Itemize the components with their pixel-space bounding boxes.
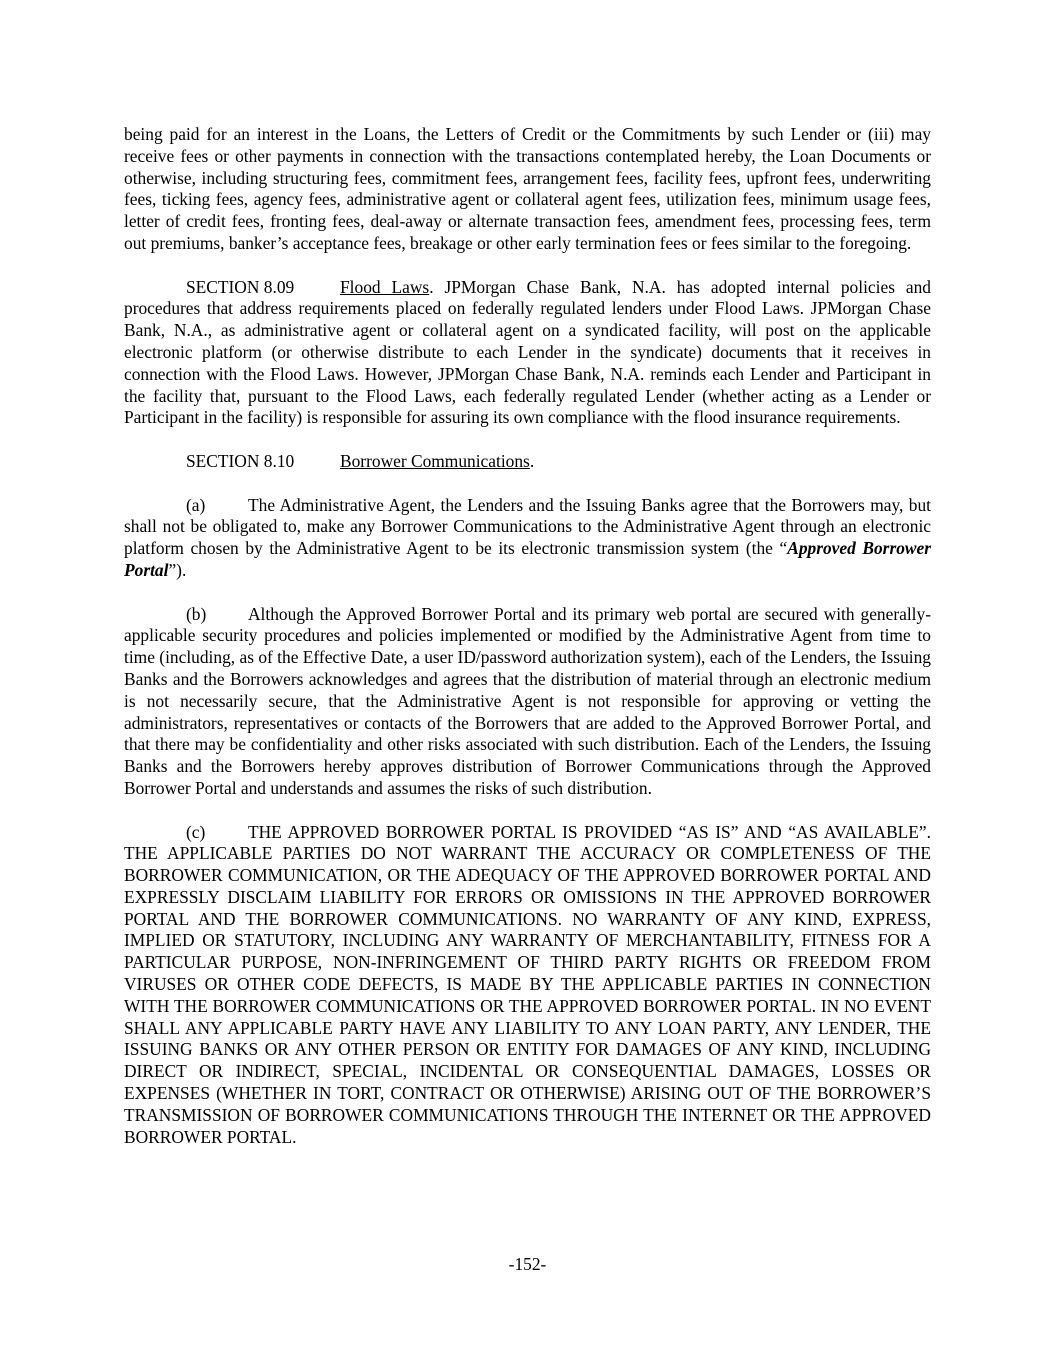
subsection-a-text-before: The Administrative Agent, the Lenders and the Issuing Banks agree that the Borrowers may, but shall not be obligated to, make any Borrower Communications to the Administrative Agent through an electronic platform chosen by the Administrative Agent to be its electronic transmission system (the “ xyxy=(124,494,931,559)
subsection-a-text-after: ”). xyxy=(168,559,187,580)
document-page xyxy=(124,124,931,1170)
subsection-a-label: (a) xyxy=(186,494,206,515)
section-8-10-title-punct: . xyxy=(529,450,535,471)
subsection-a-paragraph xyxy=(124,495,931,582)
section-8-09-body: JPMorgan Chase Bank, N.A. has adopted internal policies and procedures that address requirements placed on federally regulated lenders under Flood Laws. JPMorgan Chase Bank, N.A., as administrative agent or collateral agent on a syndicated facility, will post on the applicable electronic platform (or otherwise distribute to each Lender in the syndicate) documents that it receives in connection with the Flood Laws. However, JPMorgan Chase Bank, N.A. reminds each Lender and Participant in the facility that, pursuant to the Flood Laws, each federally regulated Lender (whether acting as a Lender or Participant in the facility) is responsible for assuring its own compliance with the flood insurance requirements. xyxy=(124,276,931,428)
section-8-09-title-punct: . xyxy=(429,276,434,297)
section-8-10-heading xyxy=(124,451,931,473)
section-8-10-number: SECTION 8.10 xyxy=(186,450,295,471)
subsection-c-paragraph xyxy=(124,822,931,1149)
section-8-10-title: Borrower Communications xyxy=(340,450,530,471)
subsection-c-label: (c) xyxy=(186,821,206,842)
subsection-b-label: (b) xyxy=(186,603,207,624)
subsection-b-text: Although the Approved Borrower Portal and its primary web portal are secured with generally-applicable security procedures and policies implemented or modified by the Administrative Agent from time to time (including, as of the Effective Date, a user ID/password authorization system), each of the Lenders, the Issuing Banks and the Borrowers acknowledges and agrees that the distribution of material through an electronic medium is not necessarily secure, that the Administrative Agent is not responsible for approving or vetting the administrators, representatives or contacts of the Borrowers that are added to the Approved Borrower Portal, and that there may be confidentiality and other risks associated with such distribution. Each of the Lenders, the Issuing Banks and the Borrowers hereby approves distribution of Borrower Communications through the Approved Borrower Portal and understands and assumes the risks of such distribution. xyxy=(124,603,931,798)
page-number: -152- xyxy=(508,1254,547,1274)
section-8-09-title: Flood Laws xyxy=(340,276,430,297)
subsection-c-text: THE APPROVED BORROWER PORTAL IS PROVIDED “AS IS” AND “AS AVAILABLE”. THE APPLICABLE PARTIES DO NOT WARRANT THE ACCURACY OR COMPLETENESS OF THE BORROWER COMMUNICATION, OR THE ADEQUACY OF THE APPROVED BORROWER PORTAL AND EXPRESSLY DISCLAIM LIABILITY FOR ERRORS OR OMISSIONS IN THE APPROVED BORROWER PORTAL AND THE BORROWER COMMUNICATIONS. NO WARRANTY OF ANY KIND, EXPRESS, IMPLIED OR STATUTORY, INCLUDING ANY WARRANTY OF MERCHANTABILITY, FITNESS FOR A PARTICULAR PURPOSE, NON-INFRINGEMENT OF THIRD PARTY RIGHTS OR FREEDOM FROM VIRUSES OR OTHER CODE DEFECTS, IS MADE BY THE APPLICABLE PARTIES IN CONNECTION WITH THE BORROWER COMMUNICATIONS OR THE APPROVED BORROWER PORTAL. IN NO EVENT SHALL ANY APPLICABLE PARTY HAVE ANY LIABILITY TO ANY LOAN PARTY, ANY LENDER, THE ISSUING BANKS OR ANY OTHER PERSON OR ENTITY FOR DAMAGES OF ANY KIND, INCLUDING DIRECT OR INDIRECT, SPECIAL, INCIDENTAL OR CONSEQUENTIAL DAMAGES, LOSSES OR EXPENSES (WHETHER IN TORT, CONTRACT OR OTHERWISE) ARISING OUT OF THE BORROWER’S TRANSMISSION OF BORROWER COMMUNICATIONS THROUGH THE INTERNET OR THE APPROVED BORROWER PORTAL. xyxy=(124,821,931,1147)
continuation-text: being paid for an interest in the Loans, the Letters of Credit or the Commitments by such Lender or (iii) may receive fees or other payments in connection with the transactions contemplated hereby, the Loan Documents or otherwise, including structuring fees, commitment fees, arrangement fees, facility fees, upfront fees, underwriting fees, ticking fees, agency fees, administrative agent or collateral agent fees, utilization fees, minimum usage fees, letter of credit fees, fronting fees, deal-away or alternate transaction fees, amendment fees, processing fees, term out premiums, banker’s acceptance fees, breakage or other early termination fees or fees similar to the foregoing. xyxy=(124,124,931,253)
subsection-b-paragraph xyxy=(124,604,931,800)
section-8-09-number: SECTION 8.09 xyxy=(186,276,295,297)
continuation-paragraph xyxy=(124,124,931,255)
defined-term-approved-borrower-portal: Approved Borrower Portal xyxy=(124,538,931,580)
section-8-09-paragraph xyxy=(124,277,931,430)
